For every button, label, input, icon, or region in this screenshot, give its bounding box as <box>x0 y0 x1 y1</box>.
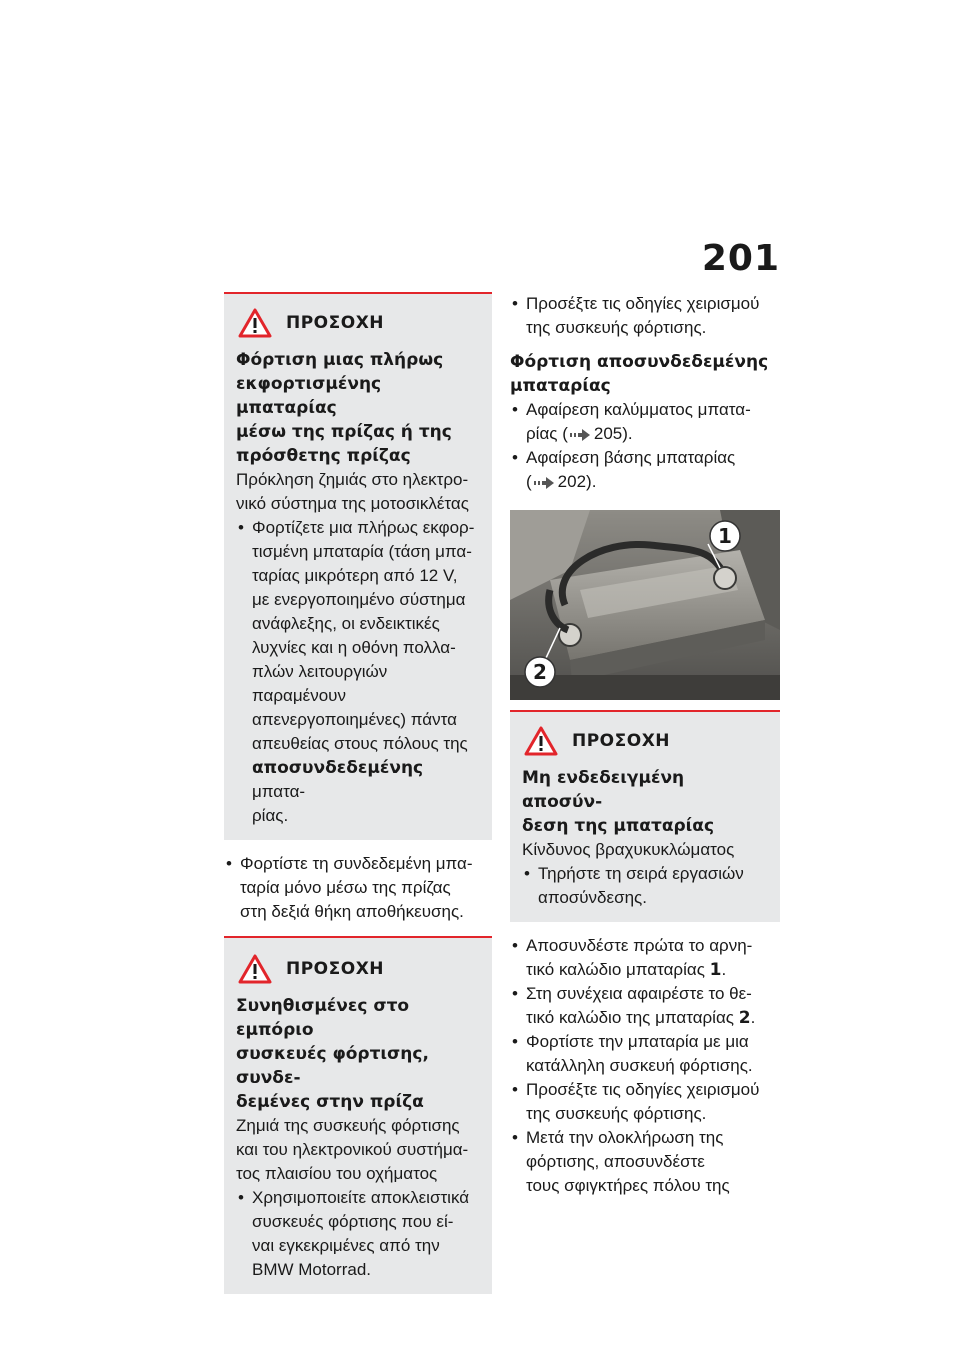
photo-callout-2: 2 <box>533 660 547 684</box>
page-reference-link[interactable]: 205). <box>593 424 633 443</box>
list-item: • Αφαίρεση βάσης μπαταρίας ( 202). <box>510 446 780 494</box>
list-item: • Στη συνέχεια αφαιρέστε το θε- τικό καλώδιο της μπαταρίας 2. <box>510 982 780 1030</box>
left-column <box>224 292 492 1294</box>
page-number: 201 <box>701 238 780 279</box>
list-item: • Προσέξτε τις οδηγίες χειρισμού της συσκευής φόρτισης. <box>510 292 780 340</box>
page-reference-arrow-icon[interactable] <box>570 429 590 441</box>
step-list-top <box>510 292 780 340</box>
warning-triangle-icon <box>238 954 272 984</box>
warning-label: ΠΡΟΣΟΧΗ <box>572 731 671 751</box>
right-column <box>510 292 780 1198</box>
warning-box-chargers <box>224 938 492 1294</box>
reference-list <box>510 398 780 494</box>
warning-description: Κίνδυνος βραχυκυκλώματος <box>522 840 735 859</box>
warning-label: ΠΡΟΣΟΧΗ <box>286 313 385 333</box>
warning-box-disconnect <box>510 710 780 922</box>
list-item: • Προσέξτε τις οδηγίες χειρισμού της συσκευής φόρτισης. <box>510 1078 780 1126</box>
step-list-left <box>224 852 492 924</box>
section-heading: Φόρτιση αποσυνδεδεμένης μπαταρίας <box>510 352 769 396</box>
warning-triangle-icon <box>238 308 272 338</box>
list-item: • Αποσυνδέστε πρώτα το αρνη- τικό καλώδιο μπαταρίας 1. <box>510 934 780 982</box>
list-item: • Αφαίρεση καλύμματος μπατα- ρίας ( 205). <box>510 398 780 446</box>
warning-bullet: • Χρησιμοποιείτε αποκλειστικά συσκευές φόρτισης που εί- ναι εγκεκριμένες από την BMW Motorrad. <box>236 1186 480 1282</box>
warning-description: Πρόκληση ζημιάς στο ηλεκτρο- νικό σύστημα της μοτοσικλέτας <box>236 470 469 513</box>
page-reference-arrow-icon[interactable] <box>534 477 554 489</box>
warning-triangle-icon <box>524 726 558 756</box>
callout-ref-2: 2 <box>738 1008 751 1028</box>
warning-header <box>236 308 480 338</box>
warning-bullets <box>236 1186 480 1282</box>
warning-header <box>236 954 480 984</box>
step-list-bottom <box>510 934 780 1198</box>
list-item: • Φορτίστε την μπαταρία με μια κατάλληλη συσκευή φόρτισης. <box>510 1030 780 1078</box>
bold-term: αποσυνδεδεμένης <box>252 758 424 778</box>
list-item: • Φορτίστε τη συνδεδεμένη μπα- ταρία μόνο μέσω της πρίζας στη δεξιά θήκη αποθήκευσης. <box>224 852 492 924</box>
warning-box-full-discharge <box>224 292 492 840</box>
callout-ref-1: 1 <box>709 960 722 980</box>
list-item: • Μετά την ολοκλήρωση της φόρτισης, αποσυνδέστε τους σφιγκτήρες πόλου της <box>510 1126 780 1198</box>
warning-bullets <box>522 862 768 910</box>
battery-illustration <box>510 510 780 700</box>
warning-bullet: • Φορτίζετε μια πλήρως εκφορ- τισμένη μπαταρία (τάση μπα- ταρίας μικρότερη από 12 V, με ενεργοποιημένο σύστημα ανάφλεξης, οι ενδεικτικές λυχνίες και η οθόνη πολλα- πλών λειτουργιών παραμένουν απενεργοποιημένες) πάντα απευθείας στους πόλους της αποσυνδεδεμένης μπατα- ρίας. <box>236 516 480 828</box>
warning-description: Ζημιά της συσκευής φόρτισης και του ηλεκτρονικού συστήμα- τος πλαισίου του οχήματος <box>236 1116 469 1183</box>
warning-heading: Φόρτιση μιας πλήρως εκφορτισμένης μπαταρίας μέσω της πρίζας ή της πρόσθετης πρίζας <box>236 350 452 466</box>
warning-label: ΠΡΟΣΟΧΗ <box>286 959 385 979</box>
battery-photo <box>510 510 780 700</box>
page-reference-link[interactable]: 202). <box>557 472 597 491</box>
warning-header <box>522 726 768 756</box>
warning-heading: Συνηθισμένες στο εμπόριο συσκευές φόρτισης, συνδε- δεμένες στην πρίζα <box>236 996 429 1112</box>
warning-heading: Μη ενδεδειγμένη αποσύν- δεση της μπαταρίας <box>522 768 715 836</box>
warning-bullet: • Τηρήστε τη σειρά εργασιών αποσύνδεσης. <box>522 862 768 910</box>
photo-callout-1: 1 <box>718 524 732 548</box>
warning-bullets <box>236 516 480 828</box>
